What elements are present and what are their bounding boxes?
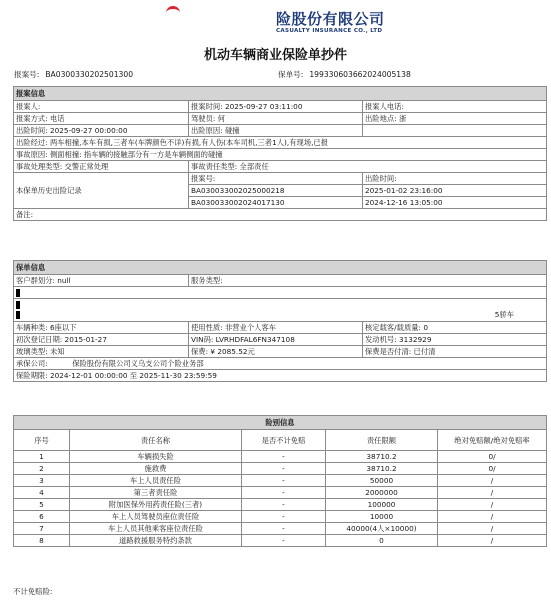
policy-number-value: 199330603662024005138 — [309, 70, 411, 79]
liability-type: 事故责任类型: 全部责任 — [189, 161, 547, 173]
table-row — [14, 511, 547, 523]
col-header: 绝对免赔额/绝对免赔率 — [438, 430, 547, 451]
row-no: 1 — [14, 451, 70, 463]
row-absolute: / — [438, 523, 547, 535]
row-name: 施救费 — [70, 463, 242, 475]
policy-section-title: 保单信息 — [14, 261, 547, 275]
redaction-mark — [16, 289, 20, 297]
row-absolute: / — [438, 475, 547, 487]
row-no: 7 — [14, 523, 70, 535]
company-name-en: CASUALTY INSURANCE CO., LTD — [276, 28, 383, 34]
report-method: 报案方式: 电话 — [14, 113, 189, 125]
redaction-mark — [16, 301, 20, 309]
handling-type: 事故处理类型: 交警正常处理 — [14, 161, 189, 173]
glass-type: 玻璃类型: 未知 — [14, 346, 189, 358]
table-row — [14, 475, 547, 487]
col-header: 责任限额 — [326, 430, 438, 451]
service-type: 服务类型: — [189, 275, 547, 287]
row-name: 第三者责任险 — [70, 487, 242, 499]
driver: 驾驶员: 何 — [189, 113, 363, 125]
row-deductible: - — [242, 523, 326, 535]
row-absolute: 0/ — [438, 463, 547, 475]
policy-number-label: 保单号: — [278, 70, 304, 79]
row-name: 车上人员驾驶员座位责任险 — [70, 511, 242, 523]
col-header: 责任名称 — [70, 430, 242, 451]
row-limit: 38710.2 — [326, 463, 438, 475]
report-time: 报案时间: 2025-09-27 03:11:00 — [189, 101, 363, 113]
row-name: 道路救援服务特约条款 — [70, 535, 242, 547]
reporter: 报案人: — [14, 101, 189, 113]
table-row — [14, 535, 547, 547]
row-no: 6 — [14, 511, 70, 523]
row-absolute: / — [438, 535, 547, 547]
row-limit: 10000 — [326, 511, 438, 523]
row-no: 5 — [14, 499, 70, 511]
row-limit: 40000(4人×10000) — [326, 523, 438, 535]
history-col-time: 出险时间: — [363, 173, 547, 185]
policy-number — [278, 69, 411, 80]
row-limit: 100000 — [326, 499, 438, 511]
period-label: 保险期限: — [16, 371, 48, 380]
report-number-label: 报案号: — [14, 70, 40, 79]
table-row — [14, 451, 547, 463]
row-no: 2 — [14, 463, 70, 475]
table-row — [14, 487, 547, 499]
reporter-phone: 报案人电话: — [363, 101, 547, 113]
period-value: 2024-12-01 00:00:00 至 2025-11-30 23:59:59 — [49, 371, 217, 380]
row-limit: 38710.2 — [326, 451, 438, 463]
document-title: 机动车辆商业保险单抄件 — [203, 48, 347, 63]
history-no: BA030033002025000218 — [189, 185, 363, 197]
report-number — [14, 69, 133, 80]
row-absolute: / — [438, 511, 547, 523]
company-logo-arc — [166, 6, 180, 17]
row-deductible: - — [242, 451, 326, 463]
insurer — [14, 358, 547, 370]
report-section-title: 报案信息 — [14, 87, 547, 101]
usage-type: 使用性质: 非营业个人客车 — [189, 322, 363, 334]
premium-paid: 保费是否付清: 已付清 — [363, 346, 547, 358]
vin: VIN码: LVRHDFAL6FN347108 — [189, 334, 363, 346]
premium: 保费: ¥ 2085.52元 — [189, 346, 363, 358]
row-limit: 2000000 — [326, 487, 438, 499]
row-no: 3 — [14, 475, 70, 487]
coverage-section-title: 险别信息 — [14, 416, 547, 430]
row-absolute: / — [438, 487, 547, 499]
policy-info-table — [13, 260, 547, 382]
row-deductible: - — [242, 487, 326, 499]
first-register-date: 初次登记日期: 2015-01-27 — [14, 334, 189, 346]
row-deductible: - — [242, 463, 326, 475]
table-row — [14, 463, 547, 475]
row-absolute: / — [438, 499, 547, 511]
vehicle-type: 车辆种类: 6座以下 — [14, 322, 189, 334]
customer-group: 客户群划分: null — [14, 275, 189, 287]
row-deductible: - — [242, 511, 326, 523]
row-name: 附加医保外用药责任险(三者) — [70, 499, 242, 511]
company-name-cn: 险股份有限公司 — [276, 10, 385, 28]
history-time: 2024-12-16 13:05:00 — [363, 197, 547, 209]
row-name: 车上人员责任险 — [70, 475, 242, 487]
load-capacity: 核定载客/载质量: 0 — [363, 322, 547, 334]
accident-process: 出险经过: 两车相撞,本车有损,三者车(车牌颜色不详)有损,有人伤(本车司机,三者1人),有现场,已报 — [14, 137, 547, 149]
row-no: 4 — [14, 487, 70, 499]
insurer-value: 保险股份有限公司义乌支公司个险业务部 — [72, 359, 204, 368]
table-row — [14, 523, 547, 535]
col-header: 是否不计免赔 — [242, 430, 326, 451]
coverage-table — [13, 415, 547, 547]
history-no: BA030033002024017130 — [189, 197, 363, 209]
row-limit: 50000 — [326, 475, 438, 487]
col-header: 序号 — [14, 430, 70, 451]
row-name: 车上人员其他乘客座位责任险 — [70, 523, 242, 535]
insurer-label: 承保公司: — [16, 359, 48, 368]
row-absolute: 0/ — [438, 451, 547, 463]
plate-suffix: 5骄车 — [494, 310, 515, 319]
history-col-no: 报案号: — [189, 173, 363, 185]
report-number-value: BA0300330202501300 — [45, 70, 134, 79]
remarks: 备注: — [14, 209, 547, 221]
row-name: 车辆损失险 — [70, 451, 242, 463]
deductible-note: 不计免赔险: — [13, 587, 53, 596]
history-time: 2025-01-02 23:16:00 — [363, 185, 547, 197]
table-row — [14, 499, 547, 511]
insurance-period — [14, 370, 547, 382]
history-label: 本保单历史出险记录 — [14, 173, 189, 209]
accident-place: 出险地点: 浙 — [363, 113, 547, 125]
accident-cause-detail: 事故原因: 侧面相撞: 指车辆的接触部分有一方是车辆侧面的碰撞 — [14, 149, 547, 161]
redaction-mark — [16, 311, 20, 319]
report-info-table — [13, 86, 547, 221]
accident-time: 出险时间: 2025-09-27 00:00:00 — [14, 125, 189, 137]
row-deductible: - — [242, 535, 326, 547]
row-deductible: - — [242, 499, 326, 511]
accident-cause: 出险原因: 碰撞 — [189, 125, 363, 137]
row-limit: 0 — [326, 535, 438, 547]
engine-number: 发动机号: 3132929 — [363, 334, 547, 346]
row-no: 8 — [14, 535, 70, 547]
row-deductible: - — [242, 475, 326, 487]
